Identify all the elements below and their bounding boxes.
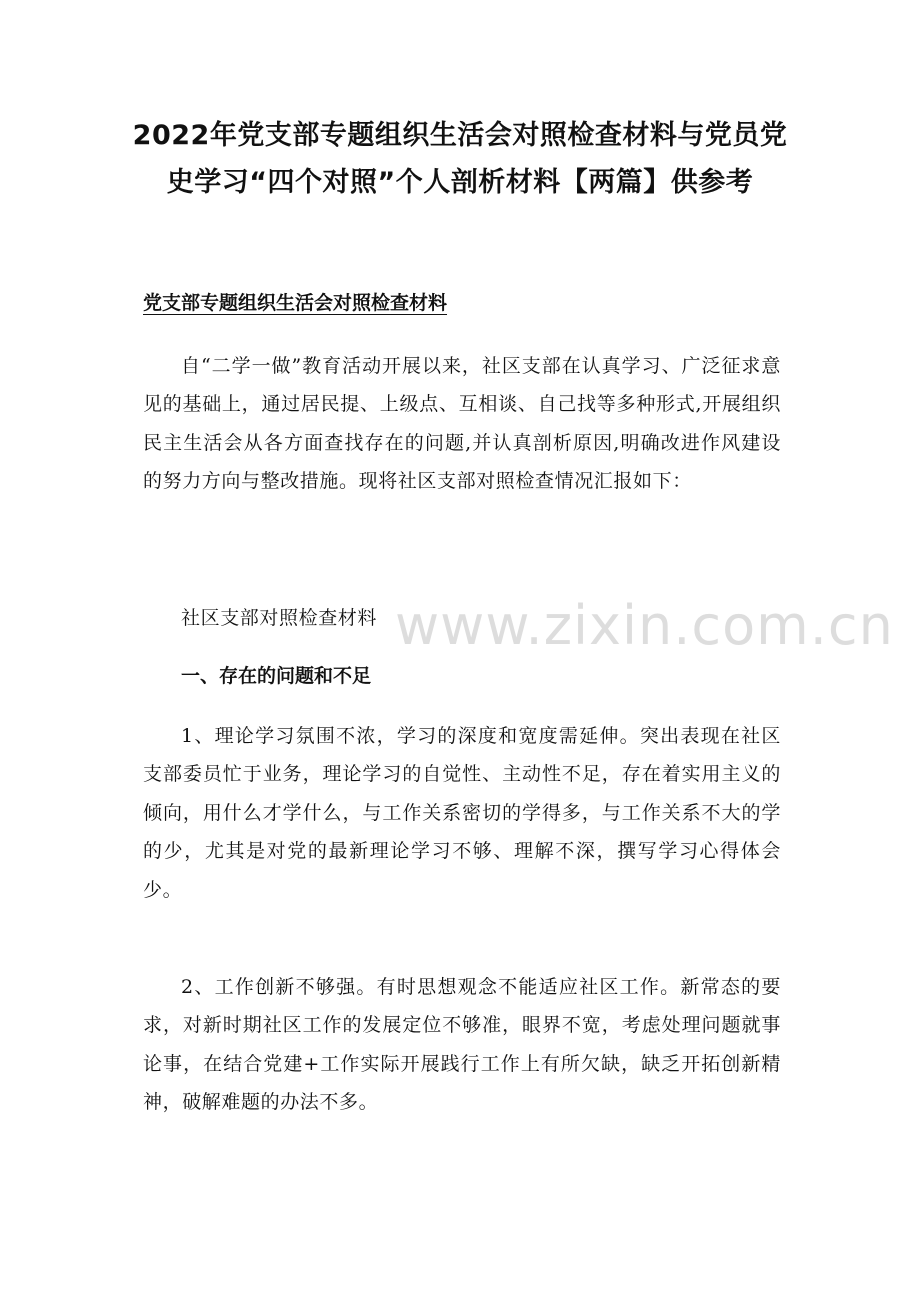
problem-item-2: 2、工作创新不够强。有时思想观念不能适应社区工作。新常态的要求，对新时期社区工作的发展定位不够准，眼界不宽，考虑处理问题就事论事，在结合党建+工作实际开展践行工作上有所欠缺，缺乏开拓创新精神，破解难题的办法不多。 — [143, 976, 781, 1114]
document-title: 2022年党支部专题组织生活会对照检查材料与党员党史学习“四个对照”个人剖析材料【两篇】供参考 — [132, 120, 788, 198]
section-heading: 党支部专题组织生活会对照检查材料 — [143, 292, 448, 314]
watermark: www.zixin.com.cn — [395, 594, 894, 657]
problem-item-1: 1、理论学习氛围不浓，学习的深度和宽度需延伸。突出表现在社区支部委员忙于业务，理论学习的自觉性、主动性不足，存在着实用主义的倾向，用什么才学什么，与工作关系密切的学得多，与工作关系不大的学的少，尤其是对党的最新理论学习不够、理解不深，撰写学习心得体会少。 — [143, 725, 781, 901]
subheading: 社区支部对照检查材料 — [181, 607, 378, 629]
intro-paragraph: 自“二学一做”教育活动开展以来，社区支部在认真学习、广泛征求意见的基础上，通过居民提、上级点、互相谈、自己找等多种形式,开展组织民主生活会从各方面查找存在的问题,并认真剖析原因,明确改进作风建设的努力方向与整改措施。现将社区支部对照检查情况汇报如下： — [143, 355, 781, 493]
part-one-heading: 一、存在的问题和不足 — [181, 665, 372, 687]
